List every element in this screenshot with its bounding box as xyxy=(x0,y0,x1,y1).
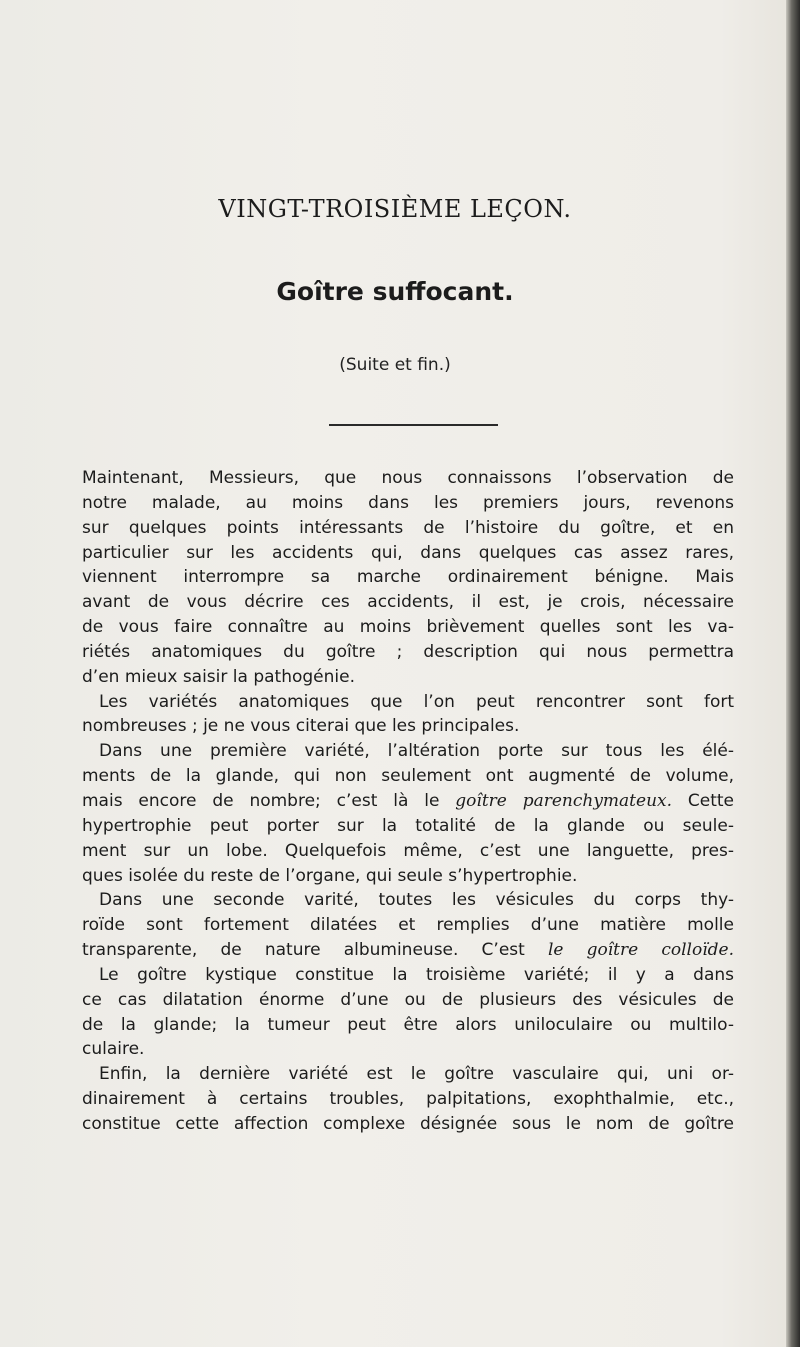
text-segment: transparente, de nature albumineuse. C’est xyxy=(82,940,525,961)
text-line: ment sur un lobe. Quelquefois même, c’est une languette, pres- xyxy=(82,840,734,861)
text-line: roïde sont fortement dilatées et remplies d’une matière molle xyxy=(82,915,734,936)
text-line: hypertrophie peut porter sur la totalité de la glande ou seule- xyxy=(82,815,734,836)
chapter-title: VINGT-TROISIÈME LEÇON. xyxy=(218,195,572,223)
text-line: riétés anatomiques du goître ; description qui nous permettra xyxy=(82,641,734,662)
italic-term: le goître colloïde. xyxy=(547,940,735,961)
text-line: de vous faire connaître au moins brièvement quelles sont les va- xyxy=(82,617,734,638)
text-segment: Cette xyxy=(687,790,734,811)
text-line xyxy=(82,938,734,963)
text-line: de la glande; la tumeur peut être alors uniloculaire ou multilo- xyxy=(82,1014,734,1035)
text-line: particulier sur les accidents qui, dans quelques cas assez rares, xyxy=(82,542,734,563)
text-line: viennent interrompre sa marche ordinairement bénigne. Mais xyxy=(82,567,734,588)
text-line: avant de vous décrire ces accidents, il est, je crois, nécessaire xyxy=(82,592,734,613)
text-segment: mais encore de nombre; c’est là le xyxy=(82,790,440,811)
section-divider-rule xyxy=(329,424,498,426)
text-line: Enfin, la dernière variété est le goître vasculaire qui, uni or- xyxy=(99,1064,734,1085)
text-line: ce cas dilatation énorme d’une ou de plusieurs des vésicules de xyxy=(82,989,734,1010)
text-line xyxy=(82,789,734,814)
text-line: dinairement à certains troubles, palpitations, exophthalmie, etc., xyxy=(82,1089,734,1110)
text-line: Le goître kystique constitue la troisième variété; il y a dans xyxy=(99,964,734,985)
text-line: d’en mieux saisir la pathogénie. xyxy=(82,666,355,687)
body-text xyxy=(82,466,734,1137)
lesson-subject-title: Goître suffocant. xyxy=(276,277,514,306)
italic-term: goître parenchymateux. xyxy=(455,790,673,811)
lesson-subtitle: (Suite et fin.) xyxy=(339,355,451,375)
text-line: Les variétés anatomiques que l’on peut rencontrer sont fort xyxy=(99,691,734,712)
text-line: ques isolée du reste de l’organe, qui seule s’hypertrophie. xyxy=(82,865,578,886)
text-line: nombreuses ; je ne vous citerai que les principales. xyxy=(82,716,520,737)
text-line: sur quelques points intéressants de l’histoire du goître, et en xyxy=(82,517,734,538)
text-line: Dans une seconde varité, toutes les vésicules du corps thy- xyxy=(99,890,734,911)
text-line: culaire. xyxy=(82,1039,145,1060)
text-line: constitue cette affection complexe désignée sous le nom de goître xyxy=(82,1113,734,1134)
text-line: Dans une première variété, l’altération porte sur tous les élé- xyxy=(99,741,734,762)
text-line: ments de la glande, qui non seulement ont augmenté de volume, xyxy=(82,766,734,787)
text-line: notre malade, au moins dans les premiers jours, revenons xyxy=(82,492,734,513)
text-line: Maintenant, Messieurs, que nous connaissons l’observation de xyxy=(82,468,734,488)
